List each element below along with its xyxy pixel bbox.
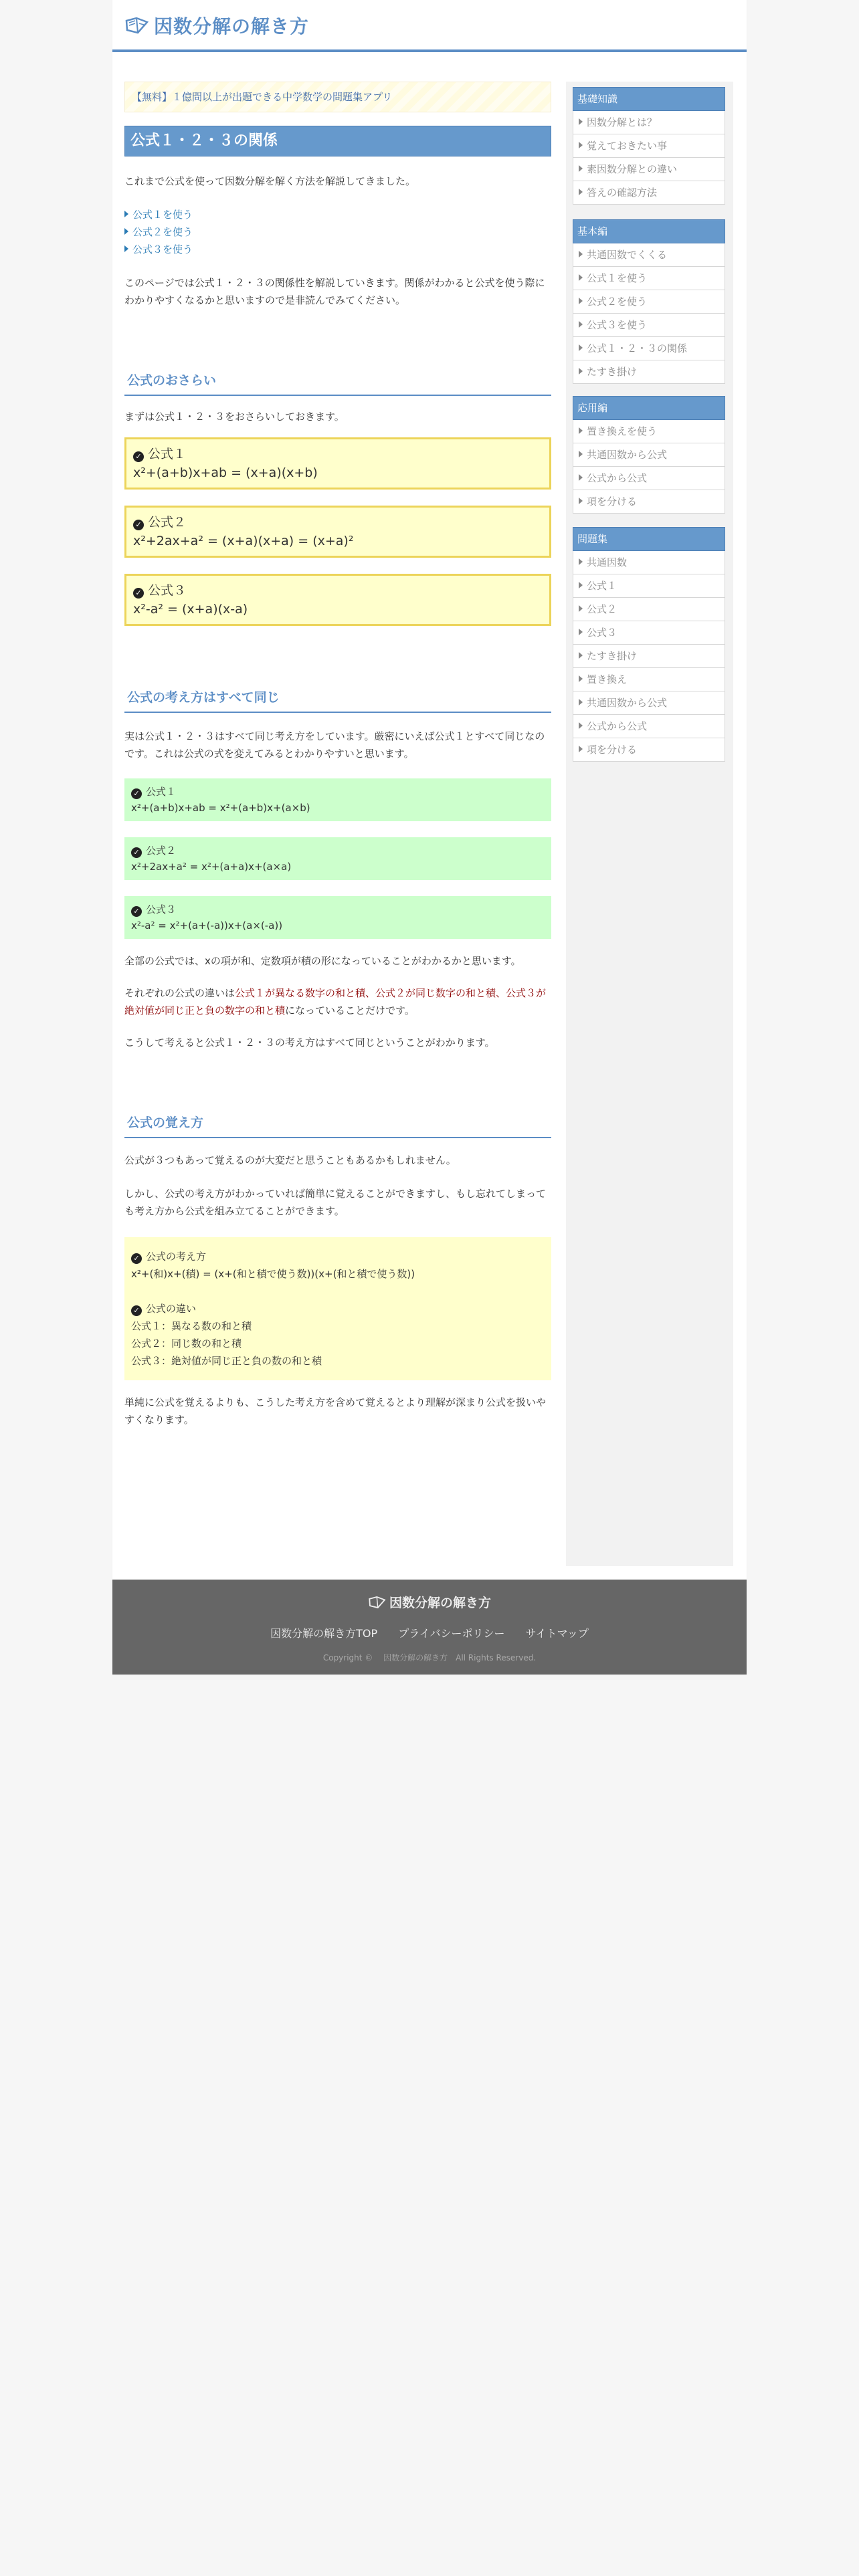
page-title: 公式１・２・３の関係 (124, 126, 551, 156)
link-formula3[interactable]: 公式３を使う (124, 241, 551, 258)
triangle-right-icon (124, 211, 128, 217)
check-circle-icon: ✓ (131, 906, 142, 917)
triangle-right-icon (579, 558, 583, 565)
sidebar-heading: 基本編 (573, 219, 725, 243)
section-heading-memorize: 公式の覚え方 (124, 1114, 551, 1138)
summary-line: 公式１：異なる数の和と積 (131, 1320, 252, 1332)
sidebar-item[interactable]: 公式１ (573, 574, 725, 598)
sidebar-item[interactable]: 公式２を使う (573, 290, 725, 314)
sidebar-heading: 応用編 (573, 396, 725, 420)
site-logo-link[interactable] (124, 12, 309, 39)
check-circle-icon: ✓ (131, 847, 142, 858)
sidebar-item[interactable]: たすき掛け (573, 360, 725, 384)
formula-box: ✓ 公式２ x²+2ax+a² = (x+a)(x+a) = (x+a)² (124, 506, 551, 558)
formula-box-green: ✓ 公式１ x²+(a+b)x+ab = x²+(a+b)x+(a×b) (124, 778, 551, 821)
footer-link-privacy[interactable]: プライバシーポリシー (398, 1627, 505, 1640)
formula-expression: x²-a² = x²+(a+(-a))x+(a×(-a)) (131, 920, 283, 932)
triangle-right-icon (579, 189, 583, 195)
formula-expression: x²+(a+b)x+ab = x²+(a+b)x+(a×b) (131, 802, 310, 814)
sidebar-item[interactable]: 置き換え (573, 668, 725, 691)
sidebar-item[interactable]: 共通因数でくくる (573, 243, 725, 267)
formula-expression: x²+2ax+a² = x²+(a+a)x+(a×a) (131, 861, 292, 873)
section3-text-2: しかし、公式の考え方がわかっていれば簡単に覚えることができますし、もし忘れてしまっても考え方から公式を組み立てることができます。 (124, 1188, 547, 1217)
section1-lead: まずは公式１・２・３をおさらいしておきます。 (124, 411, 345, 423)
formula-box: ✓ 公式３ x²-a² = (x+a)(x-a) (124, 574, 551, 626)
link-formula1[interactable]: 公式１を使う (124, 206, 551, 223)
book-icon (368, 1595, 387, 1613)
sidebar-group-advanced (573, 396, 725, 514)
summary-box: ✓ 公式の考え方 x²+(和)x+(積) = (x+(和と積で使う数))(x+(和と積で使う数)) ✓ 公式の違い 公式１：異なる数の和と積 公式２：同じ数の和と積 公式３：絶対値が同じ正と負の数の和と積 (124, 1237, 551, 1380)
check-circle-icon: ✓ (133, 588, 144, 599)
sidebar-item[interactable]: たすき掛け (573, 645, 725, 668)
sidebar-group-exercises (573, 527, 725, 762)
book-icon (124, 15, 150, 35)
toc-links (124, 206, 551, 258)
section-heading-same-idea: 公式の考え方はすべて同じ (124, 689, 551, 713)
section3-text-3: 単純に公式を覚えるよりも、こうした考え方を含めて覚えるとより理解が深まり公式を扱いやすくなります。 (124, 1396, 547, 1426)
site-footer (112, 1580, 747, 1675)
triangle-right-icon (579, 427, 583, 434)
triangle-right-icon (124, 228, 128, 235)
check-circle-icon: ✓ (131, 1253, 142, 1264)
section3-text-1: 公式が３つもあって覚えるのが大変だと思うこともあるかもしれません。 (124, 1154, 456, 1166)
sidebar-item[interactable]: 覚えておきたい事 (573, 134, 725, 158)
formula-box-green: ✓ 公式３ x²-a² = x²+(a+(-a))x+(a×(-a)) (124, 896, 551, 939)
footer-link-sitemap[interactable]: サイトマップ (525, 1627, 589, 1640)
triangle-right-icon (579, 321, 583, 328)
triangle-right-icon (579, 629, 583, 635)
triangle-right-icon (579, 652, 583, 659)
intro-text: これまで公式を使って因数分解を解く方法を解説してきました。 (124, 175, 416, 187)
link-formula2[interactable]: 公式２を使う (124, 223, 551, 241)
triangle-right-icon (579, 675, 583, 682)
sidebar-item[interactable]: 置き換えを使う (573, 420, 725, 443)
highlight-text: 公式１が異なる数字の和と積、公式２が同じ数字の和と積、公式３が絶対値が同じ正と負の数字の和と積 (124, 987, 547, 1016)
triangle-right-icon (579, 165, 583, 172)
sidebar-heading: 基礎知識 (573, 87, 725, 111)
summary-line: 公式２：同じ数の和と積 (131, 1337, 242, 1350)
sidebar-item[interactable]: 答えの確認方法 (573, 181, 725, 205)
sidebar-item[interactable]: 公式３を使う (573, 314, 725, 337)
triangle-right-icon (579, 498, 583, 504)
formula-expression: x²+(a+b)x+ab = (x+a)(x+b) (133, 465, 318, 480)
sidebar-item[interactable]: 公式１・２・３の関係 (573, 337, 725, 360)
ad-banner[interactable]: 【無料】１億問以上が出題できる中学数学の問題集アプリ (124, 82, 551, 112)
sidebar-item[interactable]: 因数分解とは？ (573, 111, 725, 134)
sidebar-item[interactable]: 共通因数から公式 (573, 443, 725, 467)
triangle-right-icon (579, 142, 583, 148)
formula-box: ✓ 公式１ x²+(a+b)x+ab = (x+a)(x+b) (124, 437, 551, 490)
site-title: 因数分解の解き方 (154, 15, 310, 37)
footer-links (112, 1625, 747, 1640)
sidebar-group-basic (573, 219, 725, 384)
section2-text-1: 全部の公式では、xの項が和、定数項が積の形になっていることがわかるかと思います。 (124, 955, 521, 967)
site-header (112, 0, 747, 52)
triangle-right-icon (579, 582, 583, 588)
sidebar-item[interactable]: 素因数分解との違い (573, 158, 725, 181)
section2-text-3: こうして考えると公式１・２・３の考え方はすべて同じということがわかります。 (124, 1037, 495, 1049)
summary-line: 公式３：絶対値が同じ正と負の数の和と積 (131, 1355, 322, 1367)
sidebar-item[interactable]: 共通因数から公式 (573, 691, 725, 715)
triangle-right-icon (124, 245, 128, 252)
triangle-right-icon (579, 368, 583, 374)
sidebar-item[interactable]: 公式２ (573, 598, 725, 621)
section-heading-review: 公式のおさらい (124, 372, 551, 396)
triangle-right-icon (579, 344, 583, 351)
formula-box-green: ✓ 公式２ x²+2ax+a² = x²+(a+a)x+(a×a) (124, 837, 551, 880)
formula-expression: x²-a² = (x+a)(x-a) (133, 602, 248, 617)
sidebar (566, 82, 733, 1566)
check-circle-icon: ✓ (131, 1305, 142, 1316)
section2-lead: 実は公式１・２・３はすべて同じ考え方をしています。厳密にいえば公式１とすべて同じなのです。これは公式の式を変えてみるとわかりやすいと思います。 (124, 730, 545, 760)
triangle-right-icon (579, 605, 583, 612)
check-circle-icon: ✓ (133, 520, 144, 530)
triangle-right-icon (579, 298, 583, 304)
sidebar-heading: 問題集 (573, 527, 725, 551)
triangle-right-icon (579, 746, 583, 752)
triangle-right-icon (579, 474, 583, 481)
intro-text-2: このページでは公式１・２・３の関係性を解説していきます。関係がわかると公式を使う際にわかりやすくなるかと思いますので是非読んでみてください。 (124, 277, 545, 306)
triangle-right-icon (579, 274, 583, 281)
footer-logo[interactable]: 因数分解の解き方 (112, 1593, 747, 1613)
copyright: Copyright © 因数分解の解き方 All Rights Reserved. (322, 1653, 537, 1662)
formula-expression: x²+(和)x+(積) = (x+(和と積で使う数))(x+(和と積で使う数)) (131, 1268, 415, 1280)
formula-expression: x²+2ax+a² = (x+a)(x+a) = (x+a)² (133, 534, 354, 548)
sidebar-item[interactable]: 公式３ (573, 621, 725, 645)
sidebar-item[interactable]: 項を分ける (573, 490, 725, 514)
triangle-right-icon (579, 251, 583, 257)
check-circle-icon: ✓ (133, 451, 144, 462)
check-circle-icon: ✓ (131, 788, 142, 799)
sidebar-item[interactable]: 項を分ける (573, 738, 725, 762)
sidebar-item[interactable]: 公式から公式 (573, 467, 725, 490)
triangle-right-icon (579, 699, 583, 706)
sidebar-item[interactable]: 共通因数 (573, 551, 725, 574)
footer-link-top[interactable]: 因数分解の解き方TOP (270, 1627, 378, 1640)
main-content (124, 82, 551, 1428)
triangle-right-icon (579, 118, 583, 125)
sidebar-item[interactable]: 公式から公式 (573, 715, 725, 738)
section2-text-2: それぞれの公式の違いは公式１が異なる数字の和と積、公式２が同じ数字の和と積、公式３が絶対値が同じ正と負の数字の和と積になっていることだけです。 (124, 987, 547, 1016)
sidebar-group-basics (573, 87, 725, 205)
triangle-right-icon (579, 451, 583, 457)
sidebar-item[interactable]: 公式１を使う (573, 267, 725, 290)
triangle-right-icon (579, 722, 583, 729)
page-container (112, 0, 747, 1580)
